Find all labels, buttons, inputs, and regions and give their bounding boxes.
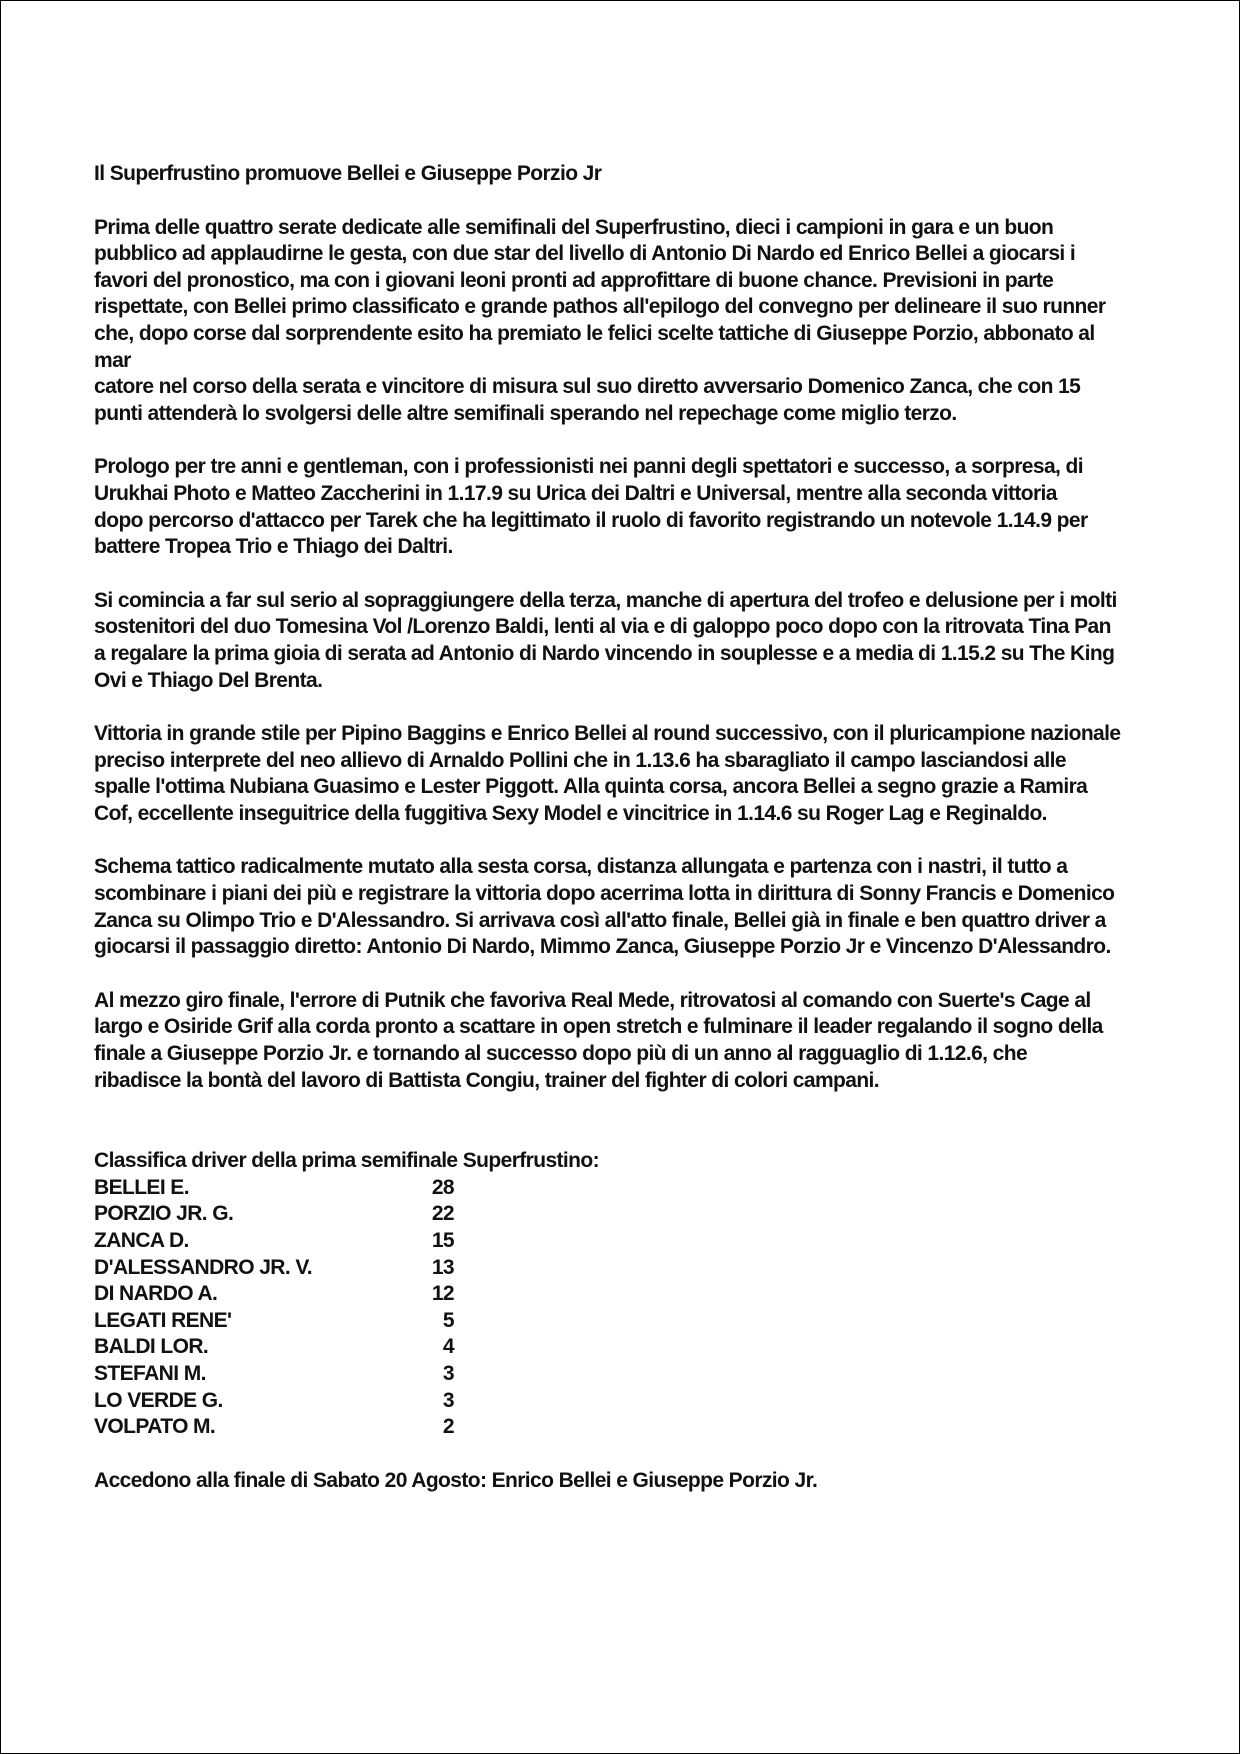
- standings-row: [94, 1361, 1214, 1388]
- article-paragraph: Schema tattico radicalmente mutato alla sesta corsa, distanza allungata e partenza con i nastri, il tutto a scombinare i piani dei più e registrare la vittoria dopo acerrima lotta in dirittura di Sonny Francis e Domenico Zanca su Olimpo Trio e D'Alessandro. Si arrivava così all'atto finale, Bellei già in finale e ben quattro driver a giocarsi il passaggio diretto: Antonio Di Nardo, Mimmo Zanca, Giuseppe Porzio Jr e Vincenzo D'Alessandro.: [94, 855, 1115, 959]
- article-paragraph: Prologo per tre anni e gentleman, con i professionisti nei panni degli spettatori e successo, a sorpresa, di Urukhai Photo e Matteo Zaccherini in 1.17.9 su Urica dei Daltri e Universal, mentre alla seconda vittoria dopo percorso d'attacco per Tarek che ha legittimato il ruolo di favorito registrando un notevole 1.14.9 per battere Tropea Trio e Thiago dei Daltri.: [94, 455, 1088, 559]
- article-body: [94, 161, 1214, 1494]
- driver-name: PORZIO JR. G.: [94, 1202, 234, 1226]
- driver-name: BALDI LOR.: [94, 1335, 209, 1359]
- standings-row: [94, 1388, 1214, 1415]
- driver-points: 28: [431, 1175, 454, 1199]
- driver-points: 13: [431, 1255, 454, 1279]
- standings-row: [94, 1175, 1214, 1202]
- standings-row: [94, 1308, 1214, 1335]
- article-paragraph: Si comincia a far sul serio al sopraggiungere della terza, manche di apertura del trofeo e delusione per i molti sostenitori del duo Tomesina Vol /Lorenzo Baldi, lenti al via e di galoppo poco dopo con la ritrovata Tina Pan a regalare la prima gioia di serata ad Antonio di Nardo vincendo in souplesse e a media di 1.15.2 su The King Ovi e Thiago Del Brenta.: [94, 588, 1117, 692]
- driver-points: 22: [431, 1202, 454, 1226]
- standings-caption: Classifica driver della prima semifinale Superfrustino:: [94, 1149, 600, 1173]
- driver-points: 4: [442, 1335, 454, 1359]
- standings-row: [94, 1228, 1214, 1255]
- driver-name: STEFANI M.: [94, 1361, 206, 1385]
- driver-name: BELLEI E.: [94, 1175, 189, 1199]
- driver-points: 3: [442, 1361, 454, 1385]
- driver-standings: [94, 1148, 1214, 1441]
- standings-row: [94, 1414, 1214, 1441]
- standings-row: [94, 1334, 1214, 1361]
- driver-name: VOLPATO M.: [94, 1415, 216, 1439]
- article-paragraph: Al mezzo giro finale, l'errore di Putnik che favoriva Real Mede, ritrovatosi al comando con Suerte's Cage al largo e Osiride Grif alla corda pronto a scattare in open stretch e fulminare il leader regalando il sogno della finale a Giuseppe Porzio Jr. e tornando al successo dopo più di un anno al ragguaglio di 1.12.6, che ribadisce la bontà del lavoro di Battista Congiu, trainer del fighter di colori campani.: [94, 988, 1103, 1092]
- article-paragraph: Prima delle quattro serate dedicate alle semifinali del Superfrustino, dieci i campioni in gara e un buon pubblico ad applaudirne le gesta, con due star del livello di Antonio Di Nardo ed Enrico Bellei a giocarsi i favori del pronostico, ma con i giovani leoni pronti ad approfittare di buone chance. Previsioni in parte rispettate, con Bellei primo classificato e grande pathos all'epilogo del convegno per delineare il suo runner che, dopo corse dal sorprendente esito ha premiato le felici scelte tattiche di Giuseppe Porzio, abbonato al mar catore nel corso della serata e vincitore di misura sul suo diretto avversario Domenico Zanca, che con 15 punti attenderà lo svolgersi delle altre semifinali sperando nel repechage come miglio terzo.: [94, 215, 1106, 425]
- article-paragraph: Vittoria in grande stile per Pipino Baggins e Enrico Bellei al round successivo, con il pluricampione nazionale preciso interprete del neo allievo di Arnaldo Pollini che in 1.13.6 ha sbaragliato il campo lasciandosi alle spalle l'ottima Nubiana Guasimo e Lester Piggott. Alla quinta corsa, ancora Bellei a segno grazie a Ramira Cof, eccellente inseguitrice della fuggitiva Sexy Model e vincitrice in 1.14.6 su Roger Lag e Reginaldo.: [94, 722, 1121, 825]
- driver-points: 2: [442, 1415, 454, 1439]
- final-qualifiers-note: Accedono alla finale di Sabato 20 Agosto: Enrico Bellei e Giuseppe Porzio Jr.: [94, 1468, 818, 1492]
- driver-name: D'ALESSANDRO JR. V.: [94, 1255, 313, 1279]
- driver-points: 3: [442, 1388, 454, 1412]
- driver-name: ZANCA D.: [94, 1229, 189, 1252]
- standings-row: [94, 1255, 1214, 1282]
- standings-row: [94, 1201, 1214, 1228]
- article-title: Il Superfrustino promuove Bellei e Giuseppe Porzio Jr: [94, 162, 602, 185]
- driver-name: LO VERDE G.: [94, 1388, 223, 1412]
- driver-points: 5: [442, 1308, 454, 1332]
- standings-row: [94, 1281, 1214, 1308]
- driver-name: DI NARDO A.: [94, 1282, 218, 1306]
- driver-points: 15: [431, 1229, 454, 1252]
- driver-points: 12: [431, 1282, 454, 1306]
- driver-name: LEGATI RENE': [94, 1308, 232, 1332]
